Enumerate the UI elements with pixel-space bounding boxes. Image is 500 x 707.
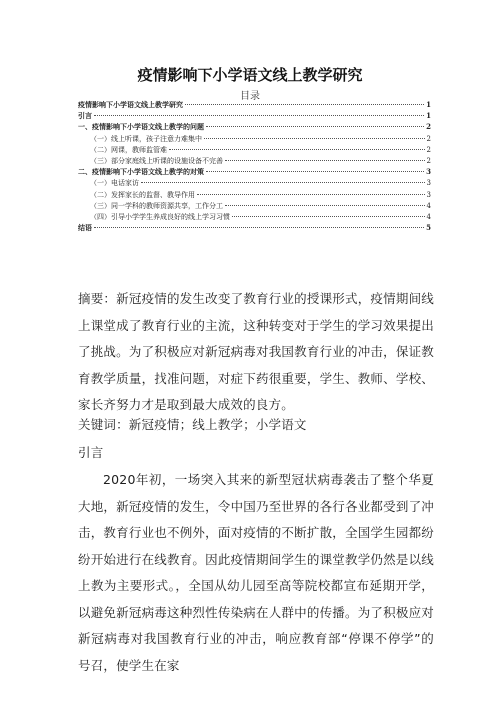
toc-entry-label: （一）电话家访: [90, 179, 139, 188]
toc-leader: [232, 216, 425, 217]
abstract-paragraph: [78, 286, 434, 419]
toc-entry-page: 4: [426, 212, 431, 221]
toc-leader: [206, 126, 424, 127]
keywords-text: 关键词：新冠疫情；线上教学；小学语文: [78, 417, 307, 432]
toc-leader: [141, 182, 425, 183]
toc-entry-page: 3: [426, 179, 431, 188]
toc-entry-page: 3: [426, 190, 431, 199]
toc-entry[interactable]: [78, 111, 431, 122]
toc-entry[interactable]: [78, 167, 431, 178]
toc-leader: [225, 205, 425, 206]
table-of-contents: [78, 100, 431, 234]
toc-entry-label: （二）发挥家长的监督、教导作用: [90, 190, 195, 199]
toc-leader: [169, 149, 425, 150]
toc-entry[interactable]: [78, 201, 431, 212]
toc-entry-label: 结语: [78, 224, 92, 233]
toc-entry[interactable]: [78, 156, 431, 167]
toc-entry-page: 5: [426, 223, 431, 233]
toc-entry-label: （三）部分家庭线上听课的设施设备不完善: [90, 156, 223, 165]
toc-heading: 目录: [240, 91, 260, 102]
toc-leader: [94, 227, 424, 228]
toc-entry-page: 2: [426, 122, 431, 132]
toc-entry-label: 二、疫情影响下小学语文线上教学的对策: [78, 168, 204, 177]
toc-leader: [197, 194, 425, 195]
intro-text: 2020年初，一场突入其来的新型冠状病毒袭击了整个华夏大地，新冠疫情的发生，令中国乃至世界的各行各业都受到了冲击，教育行业也不例外，面对疫情的不断扩散，全国学生园都纷纷开始进行在线教育。因此疫情期间学生的课堂教学仍然是以线上教为主要形式。，全国从幼儿园至高等院校都宣布延期开学，以避免新冠病毒这种烈性传染病在人群中的传播。为了积极应对新冠病毒对我国教育行业的冲击，响应教育部“停课不停学”的号召，使学生在家: [78, 472, 434, 673]
toc-entry-label: （一）线上听课，孩子注意力难集中: [90, 134, 202, 143]
section-heading-intro: [78, 440, 434, 467]
toc-entry-page: 4: [426, 201, 431, 210]
intro-heading: 引言: [78, 445, 104, 460]
toc-entry-page: 1: [426, 111, 431, 121]
toc-entry-label: （二）网课，教师监管难: [90, 145, 167, 154]
toc-entry[interactable]: [78, 122, 431, 133]
toc-entry[interactable]: [78, 100, 431, 111]
toc-entry-label: 引言: [78, 112, 92, 121]
document-title: 疫情影响下小学语文线上教学研究: [137, 66, 363, 84]
toc-leader: [204, 138, 425, 139]
toc-entry-page: 2: [426, 134, 431, 143]
toc-entry-page: 2: [426, 145, 431, 154]
toc-entry[interactable]: [78, 134, 431, 145]
intro-paragraph: [78, 467, 434, 679]
toc-leader: [185, 104, 424, 105]
toc-entry[interactable]: [78, 178, 431, 189]
toc-entry-page: 1: [426, 100, 431, 109]
toc-entry[interactable]: [78, 223, 431, 234]
toc-entry-page: 2: [426, 156, 431, 165]
toc-entry-label: （四）引导小学学生养成良好的线上学习习惯: [90, 212, 230, 221]
keywords-line: [78, 412, 434, 439]
toc-leader: [225, 160, 425, 161]
toc-entry[interactable]: [78, 212, 431, 223]
toc-entry-label: 疫情影响下小学语文线上教学研究: [78, 101, 183, 109]
toc-entry-page: 3: [426, 167, 431, 177]
toc-entry[interactable]: [78, 190, 431, 201]
toc-entry-label: （三）同一学科的教师资源共享，工作分工: [90, 201, 223, 210]
abstract-text: 摘要：新冠疫情的发生改变了教育行业的授课形式，疫情期间线上课堂成了教育行业的主流，这种转变对于学生的学习效果提出了挑战。为了积极应对新冠病毒对我国教育行业的冲击，保证教育教学质量，找准问题，对症下药很重要，学生、教师、学校、家长齐努力才是取到最大成效的良方。: [78, 291, 434, 412]
toc-entry-label: 一、疫情影响下小学语文线上教学的问题: [78, 123, 204, 132]
toc-entry[interactable]: [78, 145, 431, 156]
toc-leader: [206, 171, 424, 172]
toc-leader: [94, 115, 424, 116]
